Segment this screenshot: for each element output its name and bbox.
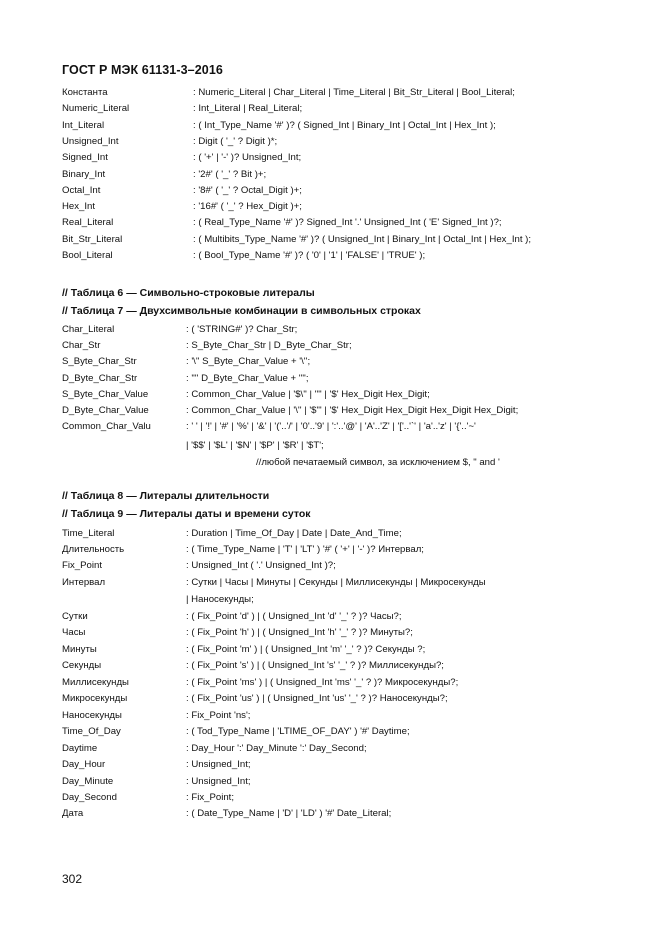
rule-definition: : Numeric_Literal | Char_Literal | Time_Literal | Bit_Str_Literal | Bool_Literal; xyxy=(193,87,515,98)
rule-name: Time_Literal xyxy=(62,528,115,539)
rule-definition: : ( Tod_Type_Name | 'LTIME_OF_DAY' ) '#' Daytime; xyxy=(186,726,410,738)
rule-name: Unsigned_Int xyxy=(62,135,119,147)
rule-definition: : ( Fix_Point 'm' ) | ( Unsigned_Int 'm' '_' ? )? Секунды ?; xyxy=(186,643,426,655)
rule-definition: : Day_Hour ':' Day_Minute ':' Day_Second; xyxy=(186,742,367,754)
rule-name: Часы xyxy=(62,627,86,639)
rule-name: Дата xyxy=(62,808,84,820)
rule-name: Bit_Str_Literal xyxy=(62,233,123,245)
continuation-line: | '$$' | '$L' | '$N' | '$P' | '$R' | '$T'; xyxy=(186,440,324,451)
rule-definition: : ( Real_Type_Name '#' )? Signed_Int '.' Unsigned_Int ( 'E' Signed_Int )?; xyxy=(193,217,502,229)
rule-name: Time_Of_Day xyxy=(62,726,121,738)
rule-name: Day_Hour xyxy=(62,759,106,771)
rule-name: Common_Char_Valu xyxy=(62,421,151,433)
rule-definition: : '2#' ( '_' ? Bit )+; xyxy=(193,168,267,180)
rule-definition: : ( Fix_Point 'd' ) | ( Unsigned_Int 'd' '_' ? )? Часы?; xyxy=(186,611,402,622)
rule-name: Минуты xyxy=(62,643,97,655)
rule-name: Длительность xyxy=(62,544,125,556)
rule-name: Fix_Point xyxy=(62,560,102,572)
rule-name: Octal_Int xyxy=(62,184,101,196)
section-heading: // Таблица 6 — Символьно-строковые литералы xyxy=(62,287,315,299)
rule-name: Real_Literal xyxy=(62,217,114,229)
rule-definition: : Duration | Time_Of_Day | Date | Date_And_Time; xyxy=(186,528,402,539)
rule-definition: : ( Fix_Point 's' ) | ( Unsigned_Int 's' '_' ? )? Миллисекунды?; xyxy=(186,660,444,672)
rule-definition: : '\'' S_Byte_Char_Value + '\''; xyxy=(186,356,311,368)
rule-name: Char_Str xyxy=(62,340,101,352)
rule-definition: : ( '+' | '-' )? Unsigned_Int; xyxy=(193,152,302,164)
grammar-comment: //любой печатаемый символ, за исключением $, " and ' xyxy=(256,457,500,468)
rule-definition: : '8#' ( '_' ? Octal_Digit )+; xyxy=(193,184,302,196)
rule-name: Сутки xyxy=(62,611,88,622)
rule-definition: : '"' D_Byte_Char_Value + '"'; xyxy=(186,372,309,384)
rule-definition: : ( Date_Type_Name | 'D' | 'LD' ) '#' Date_Literal; xyxy=(186,808,392,820)
rule-name: Константа xyxy=(62,87,108,98)
rule-name: Char_Literal xyxy=(62,324,115,335)
rule-definition: : Digit ( '_' ? Digit )*; xyxy=(193,135,278,147)
rule-definition: : Fix_Point 'ns'; xyxy=(186,709,251,721)
rule-name: Day_Minute xyxy=(62,775,114,787)
rule-definition: : ( Fix_Point 'h' ) | ( Unsigned_Int 'h' '_' ? )? Минуты?; xyxy=(186,627,413,639)
rule-definition: : Unsigned_Int ( '.' Unsigned_Int )?; xyxy=(186,560,336,572)
rule-definition: : ' ' | '!' | '#' | '%' | '&' | '('..'/' | '0'..'9' | ':'..'@' | 'A'..'Z' | '['..'`' | 'a'..'z' | '{'..'~' xyxy=(186,421,476,433)
rule-definition: : ( Int_Type_Name '#' )? ( Signed_Int | Binary_Int | Octal_Int | Hex_Int ); xyxy=(193,119,496,131)
rule-name: Binary_Int xyxy=(62,168,106,180)
rule-name: Bool_Literal xyxy=(62,250,113,261)
rule-definition: : ( Fix_Point 'ms' ) | ( Unsigned_Int 'ms' '_' ? )? Микросекунды?; xyxy=(186,676,459,688)
rule-name: Интервал xyxy=(62,576,106,588)
section-heading: // Таблица 9 — Литералы даты и времени суток xyxy=(62,508,311,520)
rule-name: Секунды xyxy=(62,660,102,672)
document-header: ГОСТ Р МЭК 61131-3–2016 xyxy=(62,63,223,77)
rule-definition: : Сутки | Часы | Минуты | Секунды | Миллисекунды | Микросекунды xyxy=(186,576,486,588)
rule-name: Numeric_Literal xyxy=(62,103,130,115)
rule-definition: : ( Multibits_Type_Name '#' )? ( Unsigned_Int | Binary_Int | Octal_Int | Hex_Int ); xyxy=(193,233,532,245)
rule-name: S_Byte_Char_Str xyxy=(62,356,137,368)
rule-name: Микросекунды xyxy=(62,693,128,705)
rule-name: D_Byte_Char_Str xyxy=(62,372,138,384)
rule-definition: : ( Fix_Point 'us' ) | ( Unsigned_Int 'us' '_' ? )? Наносекунды?; xyxy=(186,693,448,705)
rule-name: Daytime xyxy=(62,742,98,754)
section-heading: // Таблица 8 — Литералы длительности xyxy=(62,490,270,502)
rule-name: Day_Second xyxy=(62,791,117,803)
rule-definition: : S_Byte_Char_Str | D_Byte_Char_Str; xyxy=(186,340,352,352)
rule-definition: : Unsigned_Int; xyxy=(186,775,251,787)
rule-name: Миллисекунды xyxy=(62,676,129,688)
rule-name: Наносекунды xyxy=(62,709,122,721)
rule-definition: : Fix_Point; xyxy=(186,791,234,803)
rule-name: Hex_Int xyxy=(62,201,96,213)
section-heading: // Таблица 7 — Двухсимвольные комбинации в символьных строках xyxy=(62,305,421,317)
continuation-line: | Наносекунды; xyxy=(186,594,254,605)
rule-definition: : Common_Char_Value | '\'' | '$"' | '$' Hex_Digit Hex_Digit Hex_Digit Hex_Digit; xyxy=(186,405,519,416)
rule-name: S_Byte_Char_Value xyxy=(62,388,149,400)
page-number: 302 xyxy=(62,872,83,886)
rule-name: Signed_Int xyxy=(62,152,108,164)
rule-definition: : ( Bool_Type_Name '#' )? ( '0' | '1' | 'FALSE' | 'TRUE' ); xyxy=(193,250,426,261)
rule-definition: : '16#' ( '_' ? Hex_Digit )+; xyxy=(193,201,302,213)
rule-definition: : Int_Literal | Real_Literal; xyxy=(193,103,303,115)
rule-name: D_Byte_Char_Value xyxy=(62,405,149,416)
rule-definition: : ( Time_Type_Name | 'T' | 'LT' ) '#' ( '+' | '-' )? Интервал; xyxy=(186,544,424,556)
rule-name: Int_Literal xyxy=(62,119,105,131)
rule-definition: : Common_Char_Value | '$\'' | '"' | '$' Hex_Digit Hex_Digit; xyxy=(186,388,430,400)
rule-definition: : ( 'STRING#' )? Char_Str; xyxy=(186,324,298,335)
rule-definition: : Unsigned_Int; xyxy=(186,759,251,771)
